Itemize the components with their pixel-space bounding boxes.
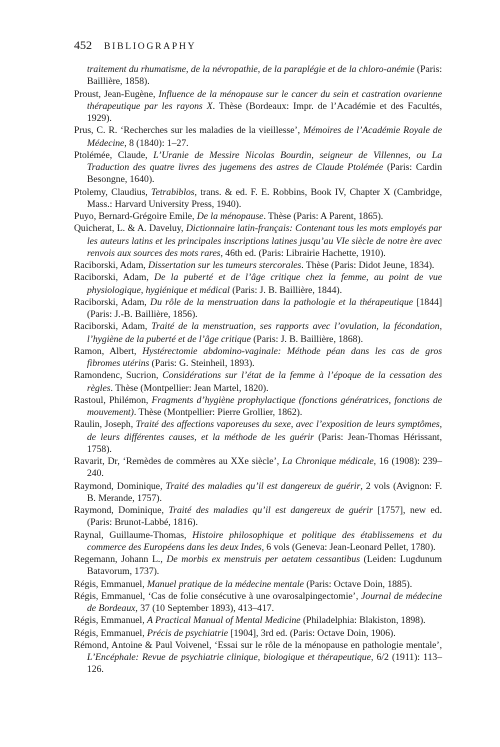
entry-text: Régis, Emmanuel, ‘Cas de folie consécutive à une ovarosalpingectomie’, xyxy=(74,590,362,602)
entry-title-text: De la puberté et de l’âge critique chez la femme, au point de vue physiologique, hygiénique et médical xyxy=(87,272,443,296)
entry-title-text: Mémoires de l’Académie Royale de Médecine xyxy=(87,125,442,149)
entry-text: Raciborski, Adam, xyxy=(74,296,151,308)
entry-title-text: Tetrabiblos xyxy=(151,186,195,198)
entry-text: , 6 vols (Geneva: Jean-Leonard Pellet, 1780). xyxy=(261,541,436,553)
entry-text: [1904], 3rd ed. (Paris: Octave Doin, 1906). xyxy=(228,627,396,639)
entry-text: Ramon, Albert, xyxy=(74,345,143,357)
entry-text: , trans. & ed. F. E. Robbins, Book IV, Chapter X (Cambridge, Mass.: Harvard University Press, 1940). xyxy=(87,186,442,210)
entry-title-text: Histoire philosophique et politique des établissemens et du commerce des Européens dans les deux Indes xyxy=(87,529,442,553)
bibliography-entry xyxy=(74,150,442,187)
bibliography-entry xyxy=(74,505,442,530)
entry-text: . Thèse (Montpellier: Pierre Grollier, 1862). xyxy=(133,407,303,418)
entry-text: Raciborski, Adam, xyxy=(74,272,155,284)
entry-text: (Paris: Baillière, 1858). xyxy=(87,64,442,88)
running-header xyxy=(74,38,196,53)
entry-text: Régis, Emmanuel, xyxy=(74,578,148,590)
bibliography-entry xyxy=(74,187,442,212)
entry-text: [1844] (Paris: J.-B. Baillière, 1856). xyxy=(87,296,443,320)
entry-text: (Paris: Octave Doin, 1885). xyxy=(303,578,413,590)
entry-text: Quicherat, L. & A. Daveluy, xyxy=(74,223,186,235)
entry-title-text: De morbis ex menstruis per aetatem cessantibus xyxy=(166,554,360,565)
entry-title-text: traitement du rhumatisme, de la névropathie, de la paraplégie et de la chloro-anémie xyxy=(87,64,415,75)
entry-title-text: L’Uranie de Messire Nicolas Bourdin, seigneur de Villennes, ou La Traduction des quatre livres des jugemens des astres de Claude Ptolémée xyxy=(87,149,443,173)
entry-title-text: Dictionnaire latin-français: Contenant tous les mots employés par les auteurs latins et les principales inscriptions latines jusqu’au VIe siècle de notre ère avec renvois aux sources des mots rares xyxy=(87,223,442,259)
entry-text: Raymond, Dominique, xyxy=(74,480,166,492)
entry-title-text: Précis de psychiatrie xyxy=(147,627,229,639)
entry-text: Régis, Emmanuel, xyxy=(74,615,148,627)
bibliography-entry xyxy=(74,579,442,591)
entry-title-text: Journal de médecine de Bordeaux xyxy=(87,590,442,614)
bibliography-entry xyxy=(74,125,442,150)
entry-text: . Thèse (Paris: A Parent, 1865). xyxy=(263,211,384,222)
entry-text: . Thèse (Montpellier: Jean Martel, 1820). xyxy=(110,382,269,394)
bibliography-entry xyxy=(74,481,442,506)
entry-text: Proust, Jean-Eugène, xyxy=(74,88,159,100)
entry-text: (Paris: J. B. Baillière, 1844). xyxy=(229,284,342,296)
bibliography-entry xyxy=(74,297,442,322)
entry-text: [1757], new ed. (Paris: Brunot-Labbé, 1816). xyxy=(87,505,442,529)
bibliography-entry xyxy=(74,89,442,126)
entry-text: Ramondenc, Sucrion, xyxy=(74,370,163,382)
entry-text: Raymond, Dominique, xyxy=(74,505,169,516)
entry-text: (Paris: Jean-Thomas Hérissant, 1758). xyxy=(87,431,442,455)
bibliography-entry xyxy=(74,321,442,346)
entry-title-text: Traité des maladies qu’il est dangereux de guérir xyxy=(165,480,361,492)
bibliography-entry xyxy=(74,64,442,89)
entry-text: Régis, Emmanuel, xyxy=(74,627,148,639)
entry-text: , 6/2 (1911): 113–126. xyxy=(87,652,442,676)
entry-text: , 46th ed. (Paris: Librairie Hachette, 1910). xyxy=(220,247,386,259)
entry-text: Ravarit, Dr, ‘Remèdes de commères au XXe siècle’, xyxy=(74,456,283,467)
entry-title-text: De la ménopause xyxy=(196,211,264,222)
entry-title-text: Du rôle de la menstruation dans la pathologie et la thérapeutique xyxy=(150,296,414,308)
entry-text: (Leiden: Lugdunum Batavorum, 1737). xyxy=(87,554,443,578)
entry-title-text: Influence de la ménopause sur le cancer du sein et castration ovarienne thérapeutique par les rayons X xyxy=(87,88,442,112)
entry-text: , 8 (1840): 1–27. xyxy=(124,137,189,149)
entry-title-text: Traité des maladies qu’il est dangereux de guérir xyxy=(168,505,373,516)
bibliography-list xyxy=(74,64,442,677)
entry-text: Ptolémée, Claude, xyxy=(74,149,154,161)
entry-text: . Thèse (Bordeaux: Impr. de l’Académie et des Facultés, 1929). xyxy=(87,100,442,124)
entry-title-text: Dissertation sur les tumeurs stercorales xyxy=(148,260,302,271)
entry-title-text: Traité des affections vaporeuses du sexe, avec l’exposition de leurs symptômes, de leurs différentes causes, et la méthode de les guérir xyxy=(87,419,442,443)
entry-title-text: Fragments d’hygiène prophylactique (fonctions génératrices, fonctions de mouvement) xyxy=(87,394,443,418)
bibliography-entry xyxy=(74,640,442,677)
bibliography-entry xyxy=(74,456,442,481)
entry-text: , 37 (10 September 1893), 413–417. xyxy=(135,603,274,614)
bibliography-entry xyxy=(74,346,442,371)
bibliography-entry xyxy=(74,260,442,272)
entry-text: Raulin, Joseph, xyxy=(74,419,136,431)
entry-title-text: Considérations sur l’état de la femme à l’époque de la cessation des règles xyxy=(87,370,442,394)
entry-title-text: A Practical Manual of Mental Medicine xyxy=(147,615,301,627)
bibliography-entry xyxy=(74,530,442,555)
entry-text: (Philadelphia: Blakiston, 1898). xyxy=(300,615,426,627)
entry-title-text: Manuel pratique de la médecine mentale xyxy=(147,578,304,590)
entry-text: (Paris: Cardin Besongne, 1640). xyxy=(87,162,442,186)
bibliography-entry xyxy=(74,615,442,627)
bibliography-entry xyxy=(74,211,442,223)
bibliography-entry xyxy=(74,395,442,420)
entry-text: Raciborski, Adam, xyxy=(74,260,149,271)
entry-text: , 2 vols (Avignon: F. B. Merande, 1757). xyxy=(87,480,442,504)
bibliography-entry xyxy=(74,628,442,640)
bibliography-entry xyxy=(74,591,442,616)
entry-title-text: Hystérectomie abdomino-vaginale: Méthode péan dans les cas de gros fibromes utérins xyxy=(87,345,442,369)
bibliography-entry xyxy=(74,272,442,297)
bibliography-entry xyxy=(74,554,442,579)
bibliography-entry xyxy=(74,370,442,395)
entry-text: . Thèse (Paris: Didot Jeune, 1834). xyxy=(301,260,435,271)
running-title: BIBLIOGRAPHY xyxy=(104,42,197,52)
entry-title-text: L’Encéphale: Revue de psychiatrie clinique, biologique et thérapeutique xyxy=(87,652,371,663)
entry-text: (Paris: J. B. Baillière, 1868). xyxy=(250,333,364,345)
bibliography-entry xyxy=(74,223,442,260)
entry-text: Regemann, Johann L., xyxy=(74,554,167,565)
entry-text: , 16 (1908): 239–240. xyxy=(87,456,442,480)
entry-title-text: La Chronique médicale xyxy=(282,456,374,467)
entry-text: (Paris: G. Steinheil, 1893). xyxy=(149,358,255,369)
entry-title-text: Traité de la menstruation, ses rapports avec l’ovulation, la fécondation, l’hygiène de la puberté et de l’âge critique xyxy=(87,321,442,345)
entry-text: Ptolemy, Claudius, xyxy=(74,186,152,198)
page-number: 452 xyxy=(74,38,92,52)
entry-text: Raciborski, Adam, xyxy=(74,321,152,333)
entry-text: Rémond, Antoine & Paul Voivenel, ‘Essai sur le rôle de la ménopause en pathologie mentale’, xyxy=(74,639,442,651)
entry-text: Prus, C. R. ‘Recherches sur les maladies de la vieillesse’, xyxy=(74,125,304,137)
entry-text: Puyo, Bernard-Grégoire Emile, xyxy=(74,211,197,222)
bibliography-entry xyxy=(74,419,442,456)
entry-text: Rastoul, Philémon, xyxy=(74,394,152,406)
entry-text: Raynal, Guillaume-Thomas, xyxy=(74,529,193,541)
